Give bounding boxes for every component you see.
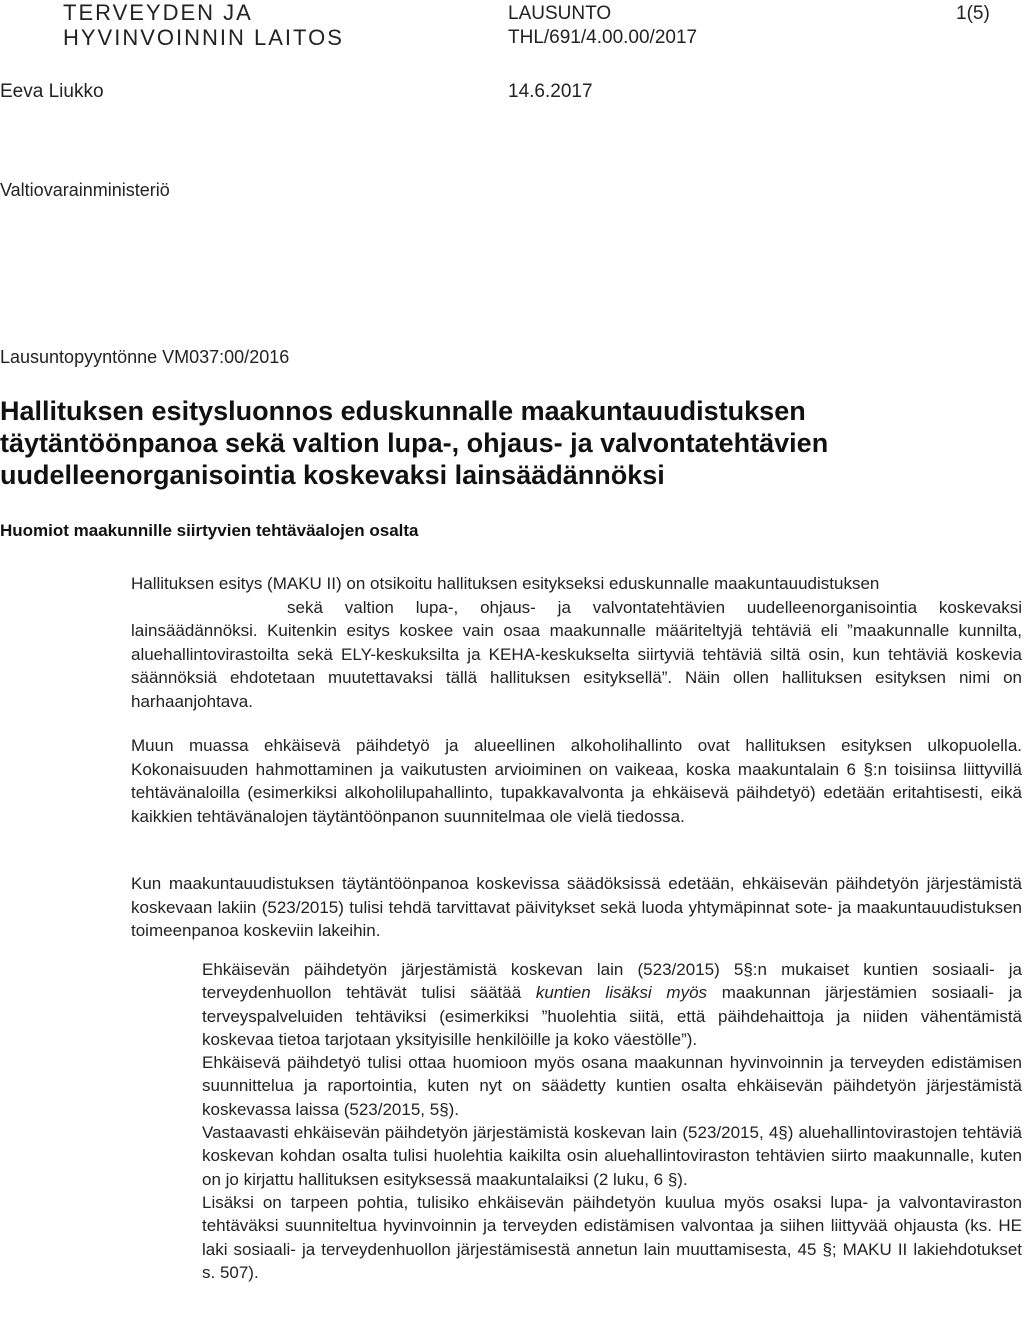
section-subtitle: Huomiot maakunnille siirtyvien tehtäväalojen osalta [0, 521, 419, 540]
title-line: täytäntöönpanoa sekä valtion lupa-, ohjaus- ja valvontatehtävien [0, 428, 829, 458]
document-title [0, 395, 1000, 491]
list-item-text: Ehkäisevän päihdetyön järjestämistä koskevan lain (523/2015) 5§:n mukaiset kuntien sosiaali- ja terveydenhuollon tehtävät tulisi säätää [202, 960, 1022, 1003]
paragraph-1-first-line: Hallituksen esitys (MAKU II) on otsikoitu hallituksen esitykseksi eduskunnalle maakuntauudistuksen [131, 574, 880, 593]
list-item: Lisäksi on tarpeen pohtia, tulisiko ehkäisevän päihdetyön kuulua myös osaksi lupa- ja valvontaviraston tehtäväksi suunniteltua hyvinvoinnin ja terveyden edistämisen valvontaa ja siihen liittyvää ohjausta (ks. HE laki sosiaali- ja terveydenhuollon järjestämisestä annetun lain muuttamisesta, 45 §; MAKU II lakiehdotukset s. 507). [202, 1192, 1022, 1282]
paragraph-1-body: sekä valtion lupa-, ohjaus- ja valvontatehtävien uudelleenorganisointia koskevaksi lainsäädännöksi. Kuitenkin esitys koskee vain osaa maakunnalle määriteltyjä tehtäviä eli ”maakunnalle kunnilta, aluehallintovirastoilta sekä ELY-keskuksilta ja KEHA-keskukselta siirtyviä tehtäviä siltä osin, kun tehtäviä koskevia säännöksiä ehdotetaan muutettavaksi tällä hallituksen esityksellä”. Näin ollen hallituksen esityksen nimi on harhaanjohtava. [131, 597, 1022, 711]
author-name: Eeva Liukko [0, 81, 104, 102]
title-line: uudelleenorganisointia koskevaksi lainsäädännöksi [0, 460, 665, 490]
request-reference: Lausuntopyyntönne VM037:00/2016 [0, 347, 290, 367]
title-line: Hallituksen esitysluonnos eduskunnalle maakuntauudistuksen [0, 396, 806, 426]
document-number: THL/691/4.00.00/2017 [508, 27, 698, 48]
list-item [202, 958, 1022, 1051]
document-type: LAUSUNTO [508, 3, 612, 24]
organization-name [63, 0, 344, 50]
paragraph-2: Muun muassa ehkäisevä päihdetyö ja alueellinen alkoholihallinto ovat hallituksen esityksen ulkopuolella. Kokonaisuuden hahmottaminen ja vaikutusten arvioiminen on vaikeaa, koska maakuntalain 6 §:n toisiinsa liittyvillä tehtävänaloilla (esimerkiksi alkoholilupahallinto, tupakkavalvonta ja ehkäisevä päihdetyö) edetään eritahtisesti, eikä kaikkien tehtävänalojen täytäntöönpanon suunnitelmaa ole vielä tiedossa. [131, 736, 1022, 826]
page-number: 1(5) [956, 3, 990, 24]
list-item: Vastaavasti ehkäisevän päihdetyön järjestämistä koskevan lain (523/2015, 4§) aluehallintovirastojen tehtäviä koskevan kohdan osalta tulisi huolehtia kaikilta osin aluehallintoviraston tehtävien siirto maakunnalle, kuten on jo kirjattu hallituksen esityksessä maakuntalaiksi (2 luku, 6 §). [202, 1123, 1022, 1189]
paragraph-3: Kun maakuntauudistuksen täytäntöönpanoa koskevissa säädöksissä edetään, ehkäisevän päihdetyön järjestämistä koskevaan lakiin (523/2015) tulisi tehdä tarvittavat päivitykset sekä luoda yhtymäpinnat sote- ja maakuntauudistuksen toimeenpanoa koskeviin lakeihin. [131, 874, 1022, 940]
list-item: Ehkäisevä päihdetyö tulisi ottaa huomioon myös osana maakunnan hyvinvoinnin ja terveyden edistämisen suunnittelua ja raportointia, kuten nyt on säädetty kuntien osalta ehkäisevän päihdetyön järjestämistä koskevassa laissa (523/2015, 5§). [202, 1053, 1022, 1119]
organization-line-1: TERVEYDEN JA [63, 0, 253, 25]
recipient: Valtiovarainministeriö [0, 180, 170, 200]
document-date: 14.6.2017 [508, 81, 593, 102]
emphasized-text: kuntien lisäksi myös [535, 983, 708, 1003]
organization-line-2: HYVINVOINNIN LAITOS [63, 25, 344, 50]
list-item-text: maakunnan järjestämien sosiaali- ja terveyspalveluiden tehtäviksi (esimerkiksi ”huolehtia siitä, että päihdehaittoja ja niiden vähentämistä koskevaa tietoa tarjotaan yksityisille henkilöille ja koko väestölle”). [202, 983, 1022, 1049]
recommendation-list [202, 958, 1022, 1284]
paragraph-1 [131, 572, 1022, 713]
